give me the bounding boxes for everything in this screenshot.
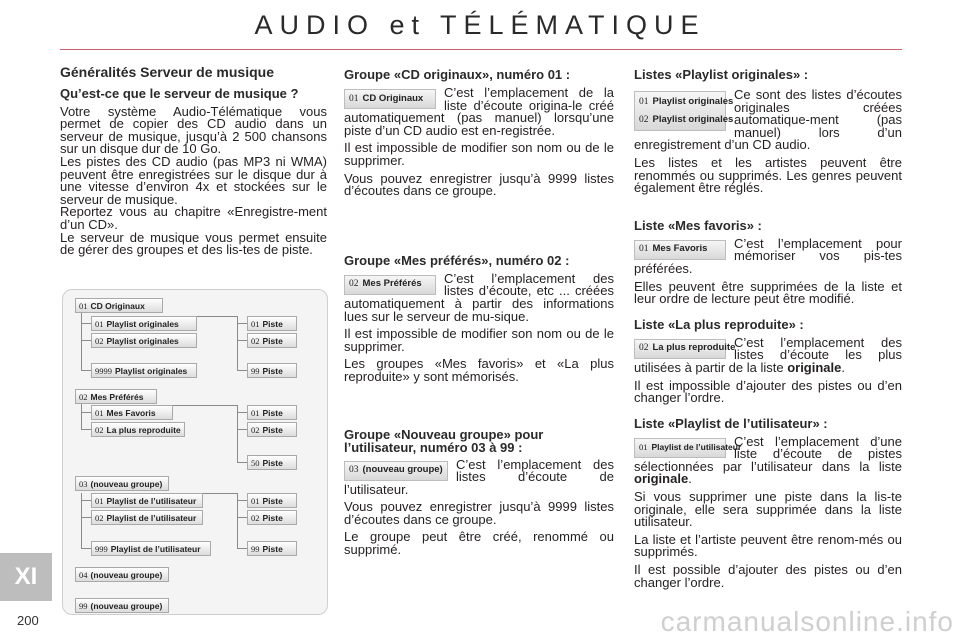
connector-line — [203, 493, 238, 494]
diagram-track: 99 Piste — [247, 541, 297, 556]
paragraph: Les pistes des CD audio (pas MP3 ni WMA) peuvent être enregistrées sur le disque dur à une vitesse d’environ 4x et stockées sur le serveur de musique. — [60, 153, 327, 207]
thumb-playlist-originales: 01 Playlist originales 02 Playlist originales — [634, 91, 726, 131]
connector-line — [237, 405, 238, 462]
paragraph: Il est impossible de modifier son nom ou de le supprimer. — [344, 326, 614, 354]
connector-line — [237, 500, 247, 501]
paragraph: Il est impossible de modifier son nom ou de le supprimer. — [344, 140, 614, 168]
connector-line — [81, 500, 91, 501]
connector-line — [81, 312, 82, 370]
diagram-list: 02 Playlist de l’utilisateur — [91, 510, 203, 525]
thumb-playlist-utilisateur: 01 Playlist de l’utilisateur — [634, 438, 726, 458]
paragraph: C’est l’emplacement de la liste d’écoute origina-le créé automatiquement (pas manuel) lorsqu’une piste d’un CD audio est en-registrée. — [344, 85, 614, 138]
diagram-track: 02 Piste — [247, 422, 297, 437]
paragraph: Les groupes «Mes favoris» et «La plus reproduite» y sont mémorisés. — [344, 356, 614, 384]
connector-line — [81, 517, 91, 518]
diagram-list: 9999 Playlist originales — [91, 363, 197, 378]
paragraph: C’est l’emplacement des listes d’écoute de l’utilisateur. — [344, 456, 614, 497]
diagram-track: 01 Piste — [247, 493, 297, 508]
paragraph: Votre système Audio-Télématique vous permet de copier des CD audio dans un serveur de musique, jusqu’à 2 500 chansons sur un disque dur de 10 Go. — [60, 103, 327, 157]
section-title-la-plus-reproduite: Liste «La plus reproduite» : — [634, 316, 804, 332]
diagram-track: 01 Piste — [247, 316, 297, 331]
connector-line — [81, 493, 82, 548]
paragraph: Le serveur de musique vous permet ensuite de gérer des groupes et des lis-tes de piste. — [60, 229, 327, 258]
connector-line — [237, 493, 238, 548]
diagram-track: 50 Piste — [247, 455, 297, 470]
connector-line — [81, 429, 91, 430]
connector-line — [81, 548, 91, 549]
column-lists — [634, 68, 902, 594]
diagram-group-mes-preferes: 02 Mes Préférés — [75, 389, 157, 404]
connector-line — [237, 517, 247, 518]
paragraph: Elles peuvent être supprimées de la liste et leur ordre de lecture peut être modifié. — [634, 278, 902, 307]
paragraph: C’est l’emplacement des listes d’écoute les plus utilisées à partir de la liste originale. — [634, 334, 902, 375]
watermark: carmanualsonline.info — [660, 606, 954, 637]
paragraph: C’est l’emplacement pour mémoriser vos pis-tes préférées. — [634, 235, 902, 276]
chapter-number: XI — [14, 563, 38, 590]
section-title-playlist-utilisateur: Liste «Playlist de l’utilisateur» : — [634, 415, 828, 431]
section-title-mes-favoris: Liste «Mes favoris» : — [634, 217, 762, 233]
diagram-list: 02 La plus reproduite — [91, 422, 185, 437]
connector-line — [237, 323, 247, 324]
connector-line — [81, 370, 91, 371]
connector-line — [197, 316, 238, 317]
thumb-cd-originaux: 01 CD Originaux — [344, 89, 436, 109]
connector-line — [237, 316, 238, 370]
page-title: AUDIO et TÉLÉMATIQUE — [254, 10, 706, 40]
diagram-track: 01 Piste — [247, 405, 297, 420]
connector-line — [81, 323, 91, 324]
connector-line — [81, 412, 91, 413]
connector-line — [237, 340, 247, 341]
diagram-group-nouveau-groupe: 99 (nouveau groupe) — [75, 598, 169, 613]
connector-line — [237, 370, 247, 371]
paragraph: Si vous supprimer une piste dans la lis-te originale, elle sera supprimée dans la liste utilisateur. — [634, 489, 902, 530]
page-number: 200 — [17, 613, 39, 628]
diagram-list: 02 Playlist originales — [91, 333, 197, 348]
section-title-cd-originaux: Groupe «CD originaux», numéro 01 : — [344, 67, 571, 82]
connector-line — [237, 412, 247, 413]
diagram-list: 01 Mes Favoris — [91, 405, 173, 420]
chapter-tab — [0, 553, 52, 601]
paragraph: C’est l’emplacement d’une liste d’écoute de pistes sélectionnées par l’utilisateur dans la liste originale. — [634, 433, 902, 487]
connector-line — [173, 405, 238, 406]
paragraph: Ce sont des listes d’écoutes originales créées automatique-ment (pas manuel) lors d’un enregistrement d’un CD audio. — [634, 87, 902, 153]
paragraph: Il est possible d’ajouter des pistes ou d’en changer l’ordre. — [634, 562, 902, 590]
column-groups — [344, 68, 614, 562]
section-title-playlist-originales: Listes «Playlist originales» : — [634, 67, 809, 82]
diagram-track: 02 Piste — [247, 510, 297, 525]
column-general — [60, 66, 327, 257]
subtitle-what-is: Qu’est-ce que le serveur de musique ? — [60, 85, 299, 101]
diagram-track: 02 Piste — [247, 333, 297, 348]
diagram-group-nouveau-groupe: 04 (nouveau groupe) — [75, 567, 169, 582]
paragraph: Le groupe peut être créé, renommé ou supprimé. — [344, 529, 614, 558]
paragraph: Reportez vous au chapitre «Enregistre-ment d’un CD». — [60, 204, 327, 232]
connector-line — [237, 462, 247, 463]
diagram-track: 99 Piste — [247, 363, 297, 378]
thumb-mes-preferes: 02 Mes Préférés — [344, 275, 436, 295]
paragraph: Vous pouvez enregistrer jusqu’à 9999 listes d’écoutes dans ce groupe. — [344, 170, 614, 199]
title-divider — [60, 49, 902, 50]
section-title-general: Généralités Serveur de musique — [60, 64, 274, 80]
thumb-nouveau-groupe: 03 (nouveau groupe) — [344, 461, 448, 481]
connector-line — [81, 340, 91, 341]
diagram-list: 01 Playlist de l’utilisateur — [91, 493, 203, 508]
diagram-group-nouveau-groupe: 03 (nouveau groupe) — [75, 476, 169, 491]
paragraph: Il est impossible d’ajouter des pistes ou d’en changer l’ordre. — [634, 377, 902, 406]
connector-line — [237, 429, 247, 430]
connector-line — [81, 404, 82, 429]
music-server-tree-diagram — [62, 289, 328, 615]
thumb-la-plus-reproduite: 02 La plus reproduite — [634, 339, 726, 359]
connector-line — [237, 548, 247, 549]
section-title-nouveau-groupe: Groupe «Nouveau groupe» pour l’utilisateur, numéro 03 à 99 : — [344, 426, 544, 455]
paragraph: La liste et l’artiste peuvent être renom-més ou supprimés. — [634, 531, 902, 560]
paragraph: Les listes et les artistes peuvent être renommés ou supprimés. Les genres peuvent également être réglés. — [634, 154, 902, 196]
diagram-list: 999 Playlist de l’utilisateur — [91, 541, 211, 556]
thumb-mes-favoris: 01 Mes Favoris — [634, 240, 726, 260]
section-title-mes-preferes: Groupe «Mes préférés», numéro 02 : — [344, 252, 570, 268]
diagram-group-cd-originaux: 01 CD Originaux — [75, 298, 163, 313]
paragraph: Vous pouvez enregistrer jusqu’à 9999 listes d’écoutes dans ce groupe. — [344, 499, 614, 527]
diagram-list: 01 Playlist originales — [91, 316, 197, 331]
paragraph: C’est l’emplacement des listes d’écoute, etc ... créées automatiquement à partir des informations lues sur le serveur de mu-sique. — [344, 270, 614, 324]
